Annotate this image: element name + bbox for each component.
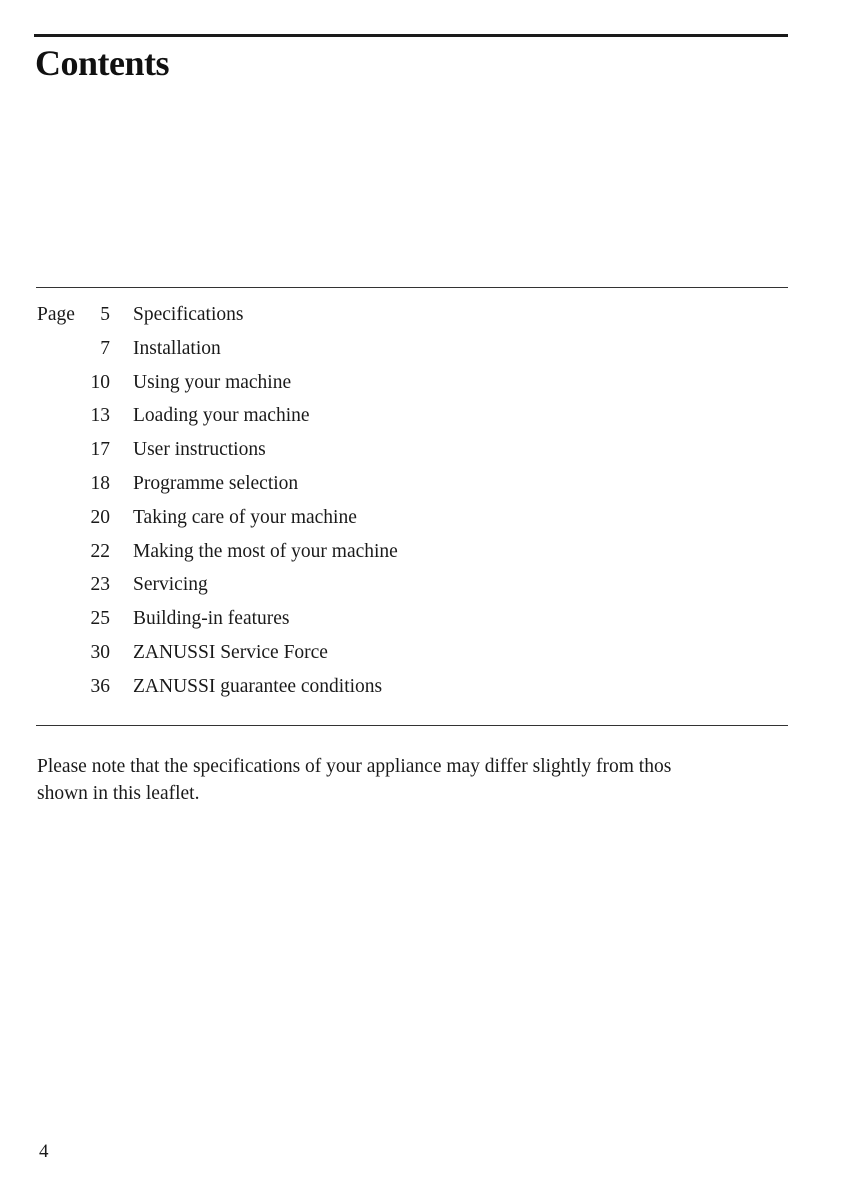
toc-page-word: Page bbox=[37, 304, 75, 325]
page-title: Contents bbox=[35, 43, 170, 83]
toc-page-number: 20 bbox=[90, 506, 110, 528]
toc-bottom-divider bbox=[36, 725, 788, 726]
toc-page-number: 10 bbox=[90, 371, 110, 393]
toc-entry-label: Using your machine bbox=[133, 371, 292, 393]
page-number: 4 bbox=[39, 1141, 49, 1162]
specifications-note bbox=[37, 753, 807, 807]
toc-entry-label: Loading your machine bbox=[133, 405, 310, 427]
toc-page-number: 18 bbox=[90, 472, 110, 494]
note-line-2: shown in this leaflet. bbox=[37, 783, 200, 804]
toc-page-number: 13 bbox=[90, 405, 110, 427]
toc-entry-label: Taking care of your machine bbox=[133, 506, 357, 528]
toc-entry bbox=[0, 568, 842, 602]
toc-entry bbox=[0, 535, 842, 569]
toc-entry bbox=[0, 366, 842, 400]
toc-top-divider bbox=[36, 287, 788, 288]
toc-entry bbox=[0, 467, 842, 501]
toc-entry-label: Making the most of your machine bbox=[133, 540, 398, 562]
toc-entry bbox=[0, 636, 842, 670]
toc-page-number: 36 bbox=[90, 675, 110, 697]
toc-entry-label: Programme selection bbox=[133, 472, 299, 494]
toc-entry bbox=[0, 433, 842, 467]
toc-entry bbox=[0, 670, 842, 704]
toc-entry-label: ZANUSSI Service Force bbox=[133, 641, 328, 663]
toc-entry-label: ZANUSSI guarantee conditions bbox=[133, 675, 383, 697]
toc-entry bbox=[0, 332, 842, 366]
toc-entry-label: Specifications bbox=[133, 304, 244, 325]
toc-entry bbox=[0, 602, 842, 636]
toc-entry-label: Building-in features bbox=[133, 608, 290, 630]
toc-page-number: 23 bbox=[90, 574, 110, 596]
table-of-contents bbox=[0, 298, 842, 704]
note-line-1: Please note that the specifications of your appliance may differ slightly from thos bbox=[37, 756, 672, 777]
toc-page-number: 7 bbox=[100, 337, 110, 359]
toc-entry-label: User instructions bbox=[133, 439, 266, 461]
toc-page-number: 25 bbox=[90, 608, 110, 630]
toc-entry-label: Servicing bbox=[133, 574, 208, 596]
toc-entry bbox=[0, 298, 842, 332]
toc-entry bbox=[0, 501, 842, 535]
toc-entry bbox=[0, 399, 842, 433]
toc-page-number: 22 bbox=[90, 540, 110, 562]
toc-page-number: 30 bbox=[90, 641, 110, 663]
toc-page-number: 17 bbox=[90, 439, 110, 461]
toc-entry-label: Installation bbox=[133, 337, 221, 359]
top-rule bbox=[34, 34, 788, 37]
toc-page-number: 5 bbox=[100, 304, 110, 325]
